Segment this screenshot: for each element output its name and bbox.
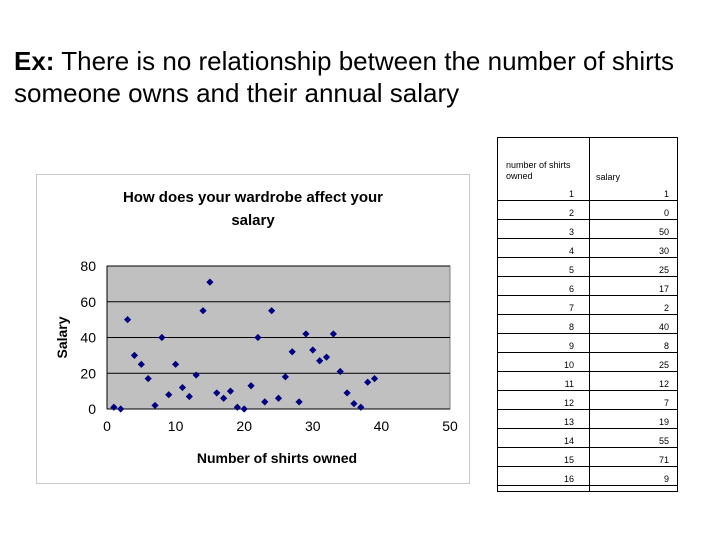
cell-salary: 30	[658, 246, 669, 256]
table-row	[498, 467, 677, 486]
cell-shirts: 13	[563, 417, 574, 427]
table-header-salary: salary	[596, 172, 621, 182]
cell-salary: 8	[663, 341, 669, 351]
cell-shirts: 4	[568, 246, 574, 256]
y-axis-label: Salary	[54, 316, 70, 359]
table-row	[498, 220, 677, 239]
table-row	[498, 391, 677, 410]
table-row	[498, 277, 677, 296]
x-tick-label: 50	[442, 418, 458, 434]
table-row	[498, 201, 677, 220]
table-row	[498, 410, 677, 429]
cell-shirts: 3	[568, 227, 574, 237]
x-tick-label: 20	[236, 418, 252, 434]
cell-shirts: 7	[568, 303, 574, 313]
chart-title-line: salary	[231, 212, 275, 229]
x-tick-label: 30	[305, 418, 321, 434]
cell-shirts: 16	[563, 474, 574, 484]
chart-panel	[36, 174, 470, 484]
cell-salary: 12	[658, 379, 669, 389]
cell-shirts: 15	[563, 455, 574, 465]
table-row	[498, 258, 677, 277]
table-row	[498, 448, 677, 467]
cell-salary: 50	[658, 227, 669, 237]
table-row	[498, 372, 677, 391]
cell-shirts: 11	[564, 379, 574, 389]
table-row	[498, 182, 677, 201]
table-row	[498, 429, 677, 448]
table-row	[498, 353, 677, 372]
y-tick-label: 20	[80, 365, 96, 382]
heading-text: There is no relationship between the number of shirts someone owns and their annual salary	[14, 46, 675, 108]
x-tick-label: 0	[103, 418, 111, 434]
heading-lead: Ex:	[14, 46, 55, 76]
x-axis-label: Number of shirts owned	[196, 450, 358, 466]
cell-shirts: 8	[568, 322, 574, 332]
cell-shirts: 12	[563, 398, 574, 408]
cell-salary: 25	[658, 360, 669, 370]
cell-salary: 19	[658, 417, 669, 427]
cell-shirts: 14	[563, 436, 574, 446]
cell-shirts: 9	[568, 341, 574, 351]
y-tick-label: 40	[80, 329, 96, 346]
table-header-shirts-line2: owned	[506, 171, 533, 181]
cell-shirts: 5	[568, 265, 574, 275]
table-row	[498, 334, 677, 353]
x-tick-label: 10	[167, 418, 184, 434]
cell-salary: 7	[663, 398, 669, 408]
y-tick-label: 60	[80, 293, 96, 310]
cell-shirts: 6	[568, 284, 574, 294]
cell-salary: 55	[658, 436, 669, 446]
y-tick-label: 80	[80, 258, 96, 274]
cell-shirts: 10	[563, 360, 574, 370]
cell-salary: 9	[663, 474, 669, 484]
cell-shirts: 2	[568, 208, 574, 218]
data-table	[497, 137, 678, 492]
table-row	[498, 296, 677, 315]
y-tick-label: 0	[88, 401, 96, 417]
table-header-shirts-line1: number of shirts	[506, 160, 571, 170]
cell-salary: 25	[658, 265, 669, 275]
scatter-chart	[37, 175, 469, 483]
cell-salary: 0	[663, 208, 669, 218]
cell-salary: 2	[663, 303, 669, 313]
cell-salary: 71	[658, 455, 669, 465]
x-tick-label: 40	[373, 418, 390, 434]
cell-shirts: 1	[568, 189, 574, 199]
cell-salary: 1	[663, 189, 669, 199]
row-rule	[498, 485, 677, 486]
table-row	[498, 239, 677, 258]
cell-salary: 17	[658, 284, 669, 294]
chart-title-line: How does your wardrobe affect your	[122, 189, 384, 206]
table-row	[498, 315, 677, 334]
table-header-shirts	[506, 160, 571, 182]
cell-salary: 40	[658, 322, 669, 332]
slide-heading	[14, 45, 714, 109]
